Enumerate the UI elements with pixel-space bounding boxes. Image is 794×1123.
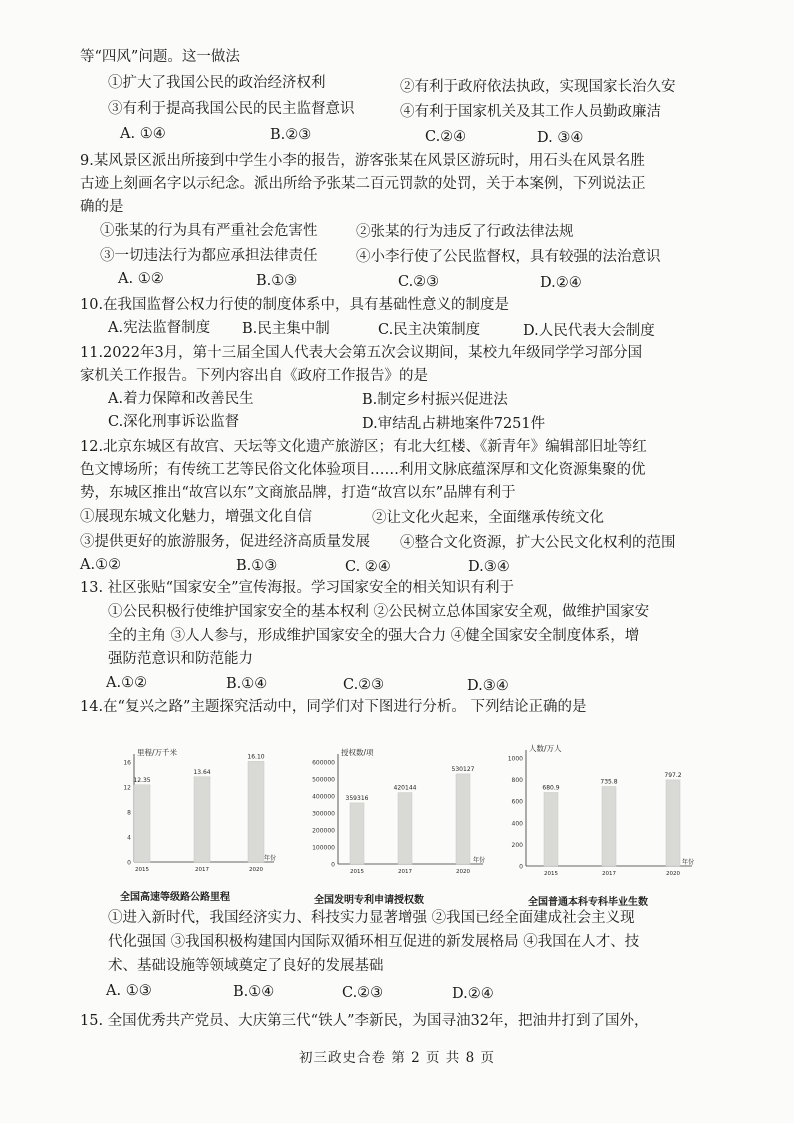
x-tick-label: 2017 — [602, 871, 616, 877]
question-line: ②有利于政府依法执政，实现国家长治久安 — [400, 79, 676, 95]
answer-option: D.人民代表大会制度 — [523, 323, 655, 339]
question-line: ①扩大了我国公民的政治经济权利 — [108, 75, 326, 91]
answer-option: B.①④ — [226, 676, 268, 692]
question-line: ①进入新时代，我国经济实力、科技实力显著增强 ②我国已经全面建成社会主义现 — [108, 910, 635, 926]
chart-caption-2: 全国发明专利申请授权数 — [314, 895, 424, 906]
question-line: 色文博场所；有传统工艺等民俗文化体验项目……利用文脉底蕴深厚和文化资源集聚的优 — [80, 462, 646, 478]
answer-option: D. ③④ — [537, 130, 584, 146]
question-line: ③提供更好的旅游服务，促进经济高质量发展 — [80, 534, 370, 550]
bar — [194, 777, 210, 862]
y-tick-label: 4 — [127, 834, 131, 842]
answer-option: B.①③ — [256, 273, 298, 289]
question-line: ④小李行使了公民监督权，具有较强的法治意识 — [356, 249, 661, 265]
question-line: 代化强国 ③我国积极构建国内国际双循环相互促进的新发展格局 ④我国在人才、技 — [108, 934, 640, 950]
bar-data-label: 13.64 — [193, 768, 211, 776]
page-footer: 初三政史合卷 第 2 页 共 8 页 — [299, 1050, 495, 1066]
question-line: 11.2022年3月，第十三届全国人代表大会第五次会议期间，某校九年级同学学习部分国 — [80, 345, 643, 361]
answer-option: A. ①③ — [106, 983, 152, 999]
y-tick-label: 16 — [123, 759, 131, 767]
question-line: ②张某的行为违反了行政法律法规 — [356, 224, 574, 240]
y-tick-label: 400000 — [312, 793, 335, 801]
x-tick-label: 2015 — [350, 869, 364, 875]
question-line: 等“四风”问题。这一做法 — [80, 49, 240, 65]
answer-option: C.②③ — [342, 985, 384, 1001]
bar — [134, 785, 150, 862]
y-tick-label: 300000 — [312, 810, 335, 818]
question-line: 13. 社区张贴“国家安全”宣传海报。学习国家安全的相关知识有利于 — [80, 580, 514, 596]
bar — [248, 761, 264, 862]
chart-svg — [286, 742, 491, 882]
question-line: 古迹上刻画名字以示纪念。派出所给予张某二百元罚款的处罚，关于本案例，下列说法正 — [80, 176, 646, 192]
bar-data-label: 359316 — [345, 794, 369, 802]
x-tick-label: 2020 — [456, 869, 470, 875]
answer-option: B.民主集中制 — [242, 321, 330, 337]
bar — [398, 793, 412, 864]
answer-option: D.③④ — [467, 678, 509, 694]
answer-option: D.审结乱占耕地案件7251件 — [362, 416, 546, 432]
answer-option: D.③④ — [468, 559, 510, 575]
question-line: 10.在我国监督公权力行使的制度体系中，具有基础性意义的制度是 — [80, 297, 510, 313]
bar — [456, 774, 470, 864]
question-line: 9.某风景区派出所接到中学生小李的报告，游客张某在风景区游玩时，用石头在风景名胜 — [80, 153, 645, 169]
question-line: 术、基础设施等领域奠定了良好的发展基础 — [108, 958, 384, 974]
question-line: ②让文化火起来，全面继承传统文化 — [372, 510, 604, 526]
question-line: ①张某的行为具有严重社会危害性 — [100, 223, 318, 239]
y-tick-label: 400 — [511, 820, 523, 828]
answer-option: B.制定乡村振兴促进法 — [362, 392, 508, 408]
chart-graduates — [500, 742, 700, 887]
question-line: 势，东城区推出“故宫以东”文商旅品牌，打造“故宫以东”品牌有利于 — [80, 485, 516, 501]
answer-option: A.①② — [106, 675, 148, 691]
x-axis-unit: 年份 — [473, 857, 486, 864]
answer-option: A. ①④ — [120, 126, 166, 142]
question-line: 12.北京东城区有故宫、天坛等文化遗产旅游区；有北大红楼、《新青年》编辑部旧址等红 — [80, 439, 647, 455]
answer-option: D.②④ — [540, 275, 582, 291]
x-tick-label: 2020 — [666, 871, 680, 877]
bar — [666, 780, 680, 866]
question-line: ①公民积极行使维护国家安全的基本权利 ②公民树立总体国家安全观，做维护国家安 — [108, 604, 650, 620]
x-tick-label: 2017 — [398, 869, 412, 875]
bar — [350, 803, 364, 864]
bar-data-label: 797.2 — [664, 771, 682, 779]
y-tick-label: 1000 — [507, 755, 523, 763]
bar-data-label: 420144 — [393, 784, 417, 792]
answer-option: A.①② — [80, 557, 122, 573]
y-axis-label: 授权数/项 — [341, 748, 374, 757]
y-tick-label: 100000 — [312, 844, 335, 852]
answer-option: C.民主决策制度 — [378, 322, 481, 338]
chart-patent-grants — [286, 742, 491, 882]
answer-option: C.深化刑事诉讼监督 — [108, 414, 240, 430]
bar-data-label: 680.9 — [542, 784, 560, 792]
y-tick-label: 500000 — [312, 776, 335, 784]
answer-option: A.着力保障和改善民生 — [108, 391, 254, 407]
question-line: 家机关工作报告。下列内容出自《政府工作报告》的是 — [80, 368, 428, 384]
y-tick-label: 8 — [127, 809, 131, 817]
bar-data-label: 16.10 — [247, 753, 265, 761]
y-tick-label: 800 — [511, 777, 523, 785]
x-axis-unit: 年份 — [264, 855, 277, 862]
y-tick-label: 0 — [331, 861, 335, 869]
answer-option: B.②③ — [270, 127, 312, 143]
x-tick-label: 2015 — [544, 871, 558, 877]
y-tick-label: 600000 — [312, 759, 335, 767]
x-axis-unit: 年份 — [682, 859, 695, 866]
answer-option: B.①③ — [236, 558, 278, 574]
question-line: 全的主角 ③人人参与，形成维护国家安全的强大合力 ④健全国家安全制度体系，增 — [108, 628, 640, 644]
bar-data-label: 12.35 — [133, 776, 151, 784]
y-axis-label: 人数/万人 — [529, 744, 562, 753]
x-tick-label: 2017 — [195, 867, 209, 873]
x-tick-label: 2015 — [135, 867, 149, 873]
y-tick-label: 0 — [519, 863, 523, 871]
chart-caption-1: 全国高速等级路公路里程 — [120, 892, 230, 903]
question-line: ③有利于提高我国公民的民主监督意识 — [108, 101, 355, 117]
y-tick-label: 200 — [511, 841, 523, 849]
y-axis-label: 里程/万千米 — [137, 748, 178, 757]
question-line: ④有利于国家机关及其工作人员勤政廉洁 — [400, 104, 661, 120]
chart-caption-3: 全国普通本科专科毕业生数 — [528, 897, 648, 908]
y-tick-label: 0 — [127, 859, 131, 867]
question-line: 确的是 — [80, 199, 124, 215]
y-tick-label: 12 — [123, 784, 131, 792]
question-line: ④整合文化资源，扩大公民文化权利的范围 — [400, 535, 676, 551]
chart-expressway-mileage — [112, 742, 282, 882]
chart-svg — [500, 742, 700, 887]
bar — [602, 787, 616, 866]
question-line: ③一切违法行为都应承担法律责任 — [100, 248, 318, 264]
y-tick-label: 600 — [511, 798, 523, 806]
question-line: 14.在“复兴之路”主题探究活动中，同学们对下图进行分析。 下列结论正确的是 — [80, 699, 587, 715]
bar-data-label: 530127 — [451, 765, 475, 773]
question-line: 15. 全国优秀共产党员、大庆第三代“铁人”李新民，为国寻油32年，把油井打到了国外， — [80, 1013, 649, 1029]
y-tick-label: 200000 — [312, 827, 335, 835]
answer-option: C.②④ — [425, 129, 467, 145]
question-line: 强防范意识和防范能力 — [108, 651, 253, 667]
question-line: ①展现东城文化魅力，增强文化自信 — [80, 509, 312, 525]
answer-option: C.②③ — [398, 274, 440, 290]
chart-svg — [112, 742, 282, 882]
answer-option: D.②④ — [452, 986, 494, 1002]
answer-option: B.①④ — [233, 984, 275, 1000]
answer-option: C.②③ — [343, 677, 385, 693]
bar-data-label: 735.8 — [600, 778, 618, 786]
answer-option: A. ①② — [118, 271, 164, 287]
answer-option: C. ②④ — [345, 559, 391, 575]
bar — [544, 792, 558, 866]
x-tick-label: 2020 — [249, 867, 263, 873]
answer-option: A.宪法监督制度 — [108, 320, 211, 336]
